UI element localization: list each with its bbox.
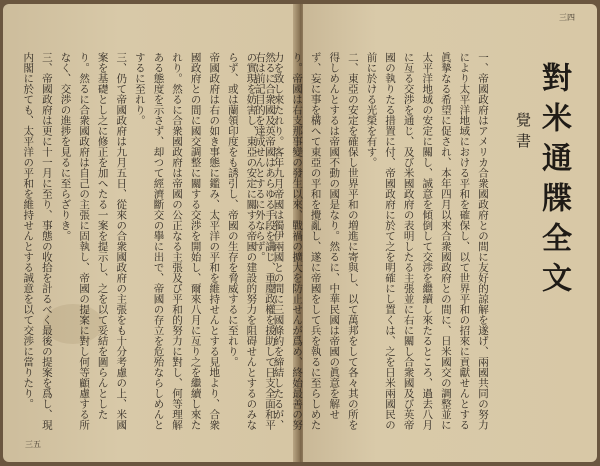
paragraph: 二、東亞の安定を確保し世界平和の増進に寄與し、以て萬邦をして各々其の所を得しめんとするは帝國不動の國是なり。然るに、中華民國は帝國の眞意を解せず、妄に事を構へて東亞の平和を攪亂し、遂に帝國をして兵を執るに至らしめたり。帝國は右支那事變の發生以來、戰禍の擴大を防止せんが爲め、終始最善の努力を致し來たれり。客年九月帝國は獨伊兩國との間に三國條約を締結したるが、右は前記目的を達成せんとするに外ならず。 [253,52,359,430]
paragraph: 然るに合衆國及英帝國はあらゆる手段を講じ、重慶政權を援助して日支全面和平の實現を妨害し、東亞の安定に關する帝國の建設的努力を阻碍せんとするのみならず、或は蘭領印度をも誘引し、帝國の生存を脅威するに至れり。 [226,52,276,430]
right-page [253,4,597,462]
right-page-body [253,52,492,432]
paragraph: 三、仍て帝國政府は九月五日、從來の合衆國政府の主張をも十分考慮の上、米國案を基礎とし之に修正を加へたる一案を提示し、之を以て妥結を圖らんとしたり。然るに合衆國政府は自己の主張に固執し、帝國の提案に對し何等顧慮する所なく、交渉の進捗を見るに至らざりき。 [59,52,128,430]
page-number: 三五 [25,440,41,449]
paragraph: 三、帝國政府は更に十一月に至り、事態の收拾を計るべく最後の提案を爲し、現内閣に於ても、太平洋の平和を維持せんとする誠意を以て交渉に當りたり。 [22,52,53,430]
page-number: 三四 [559,13,575,22]
left-page-body [19,52,279,432]
section-heading: 覺書 [514,112,532,154]
paragraph: 一、帝國政府はアメリカ合衆國政府との間に友好的諒解を遂げ、兩國共同の努力により太平洋地域における平和を確保し、以て世界平和の招來に貢獻せんとする眞摯なる希望に促され、本年四月以來合衆國政府との間に、日米國交の調整並に太平洋地域の安定に關し、誠意を傾倒して交渉を繼續し來たるところ、過去八月に亙る交渉を通じ、及び米國政府の表明したる主張並に右に關し合衆國及び英帝國の執りたる措置に付、帝國政府に於て之を明確にし置くは、之を日米兩國民の前に於ける光榮を有す。 [365,52,489,430]
paragraph: 帝國政府は右の如き事態に鑑み、太平洋の平和を維持せんとする見地より、合衆國政府との間に國交調整に關する交渉を開始し、爾來八月に亙り之を繼續し來たれり。然るに合衆國政府は帝國の公正なる主張及び平和的努力に對し、何等理解ある態度を示さず、却つて經濟斷交の擧に出で、帝國の存立を危殆ならしめんとするに至れり。 [133,52,221,430]
document-title: 對米通牒全文 [536,62,571,302]
